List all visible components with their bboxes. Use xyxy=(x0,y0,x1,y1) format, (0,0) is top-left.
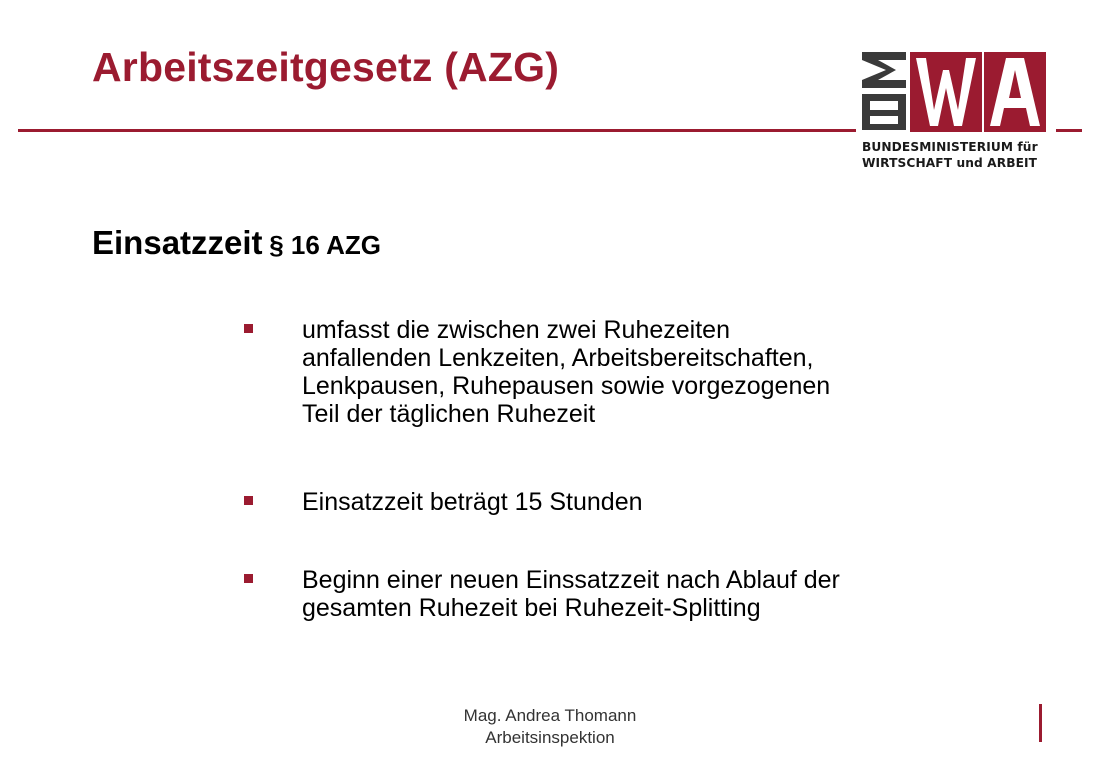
footer-accent-bar xyxy=(1039,704,1042,742)
logo-line-ministry: BUNDESMINISTERIUM für xyxy=(862,140,1038,154)
logo-line-economy-labour: WIRTSCHAFT und ARBEIT xyxy=(862,156,1038,170)
bullet-text: Einsatzzeit beträgt 15 Stunden xyxy=(302,488,643,516)
section-heading xyxy=(92,224,381,262)
square-bullet-icon xyxy=(244,496,253,505)
footer-department: Arbeitsinspektion xyxy=(485,728,615,747)
ministry-logo xyxy=(856,48,1056,174)
bullet-text: Beginn einer neuen Einssatzzeit nach Ablauf der gesamten Ruhezeit bei Ruhezeit-Splitting xyxy=(302,566,840,622)
bmwa-logo-mark xyxy=(856,48,1056,138)
section-heading-main: Einsatzzeit xyxy=(92,224,263,261)
footer-credit xyxy=(360,705,740,749)
section-heading-paragraph: § 16 AZG xyxy=(269,230,381,260)
bullet-text: umfasst die zwischen zwei Ruhezeiten anfallenden Lenkzeiten, Arbeitsbereitschaften, Lenkpausen, Ruhepausen sowie vorgezogenen Teil der täglichen Ruhezeit xyxy=(302,316,831,428)
square-bullet-icon xyxy=(244,574,253,583)
slide-title: Arbeitszeitgesetz (AZG) xyxy=(92,44,560,90)
footer-author-name: Mag. Andrea Thomann xyxy=(463,706,637,725)
square-bullet-icon xyxy=(244,324,253,333)
